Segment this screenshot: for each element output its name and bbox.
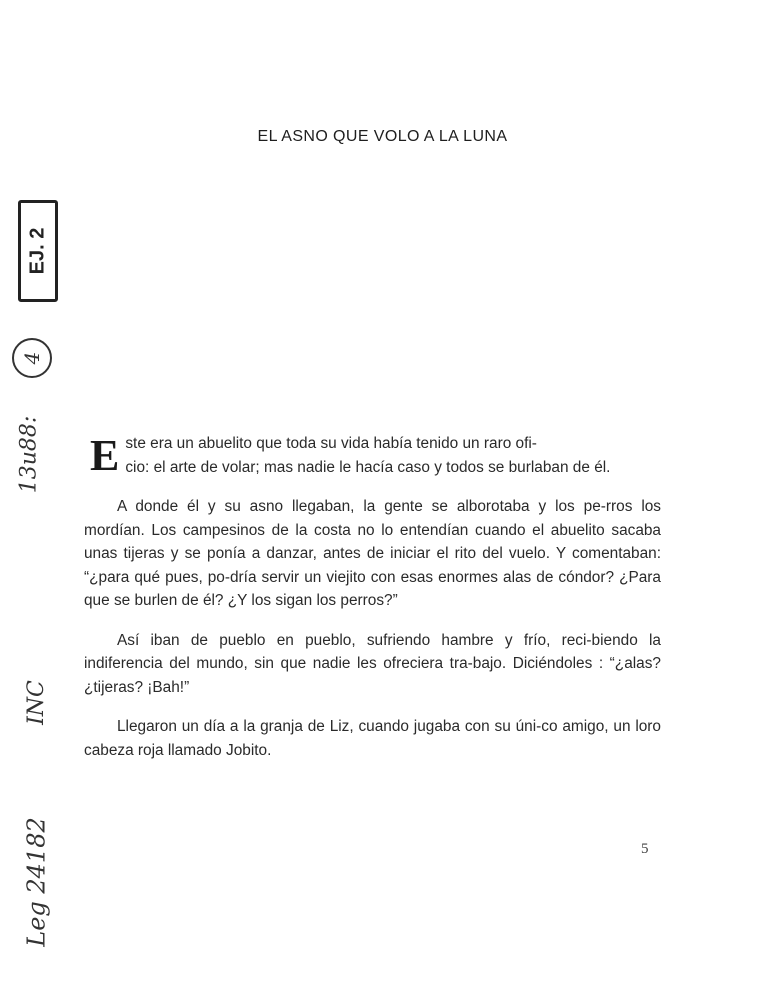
margin-reference-note: 13u88:	[16, 415, 42, 494]
library-stamp	[18, 200, 58, 302]
paragraph-1	[84, 432, 661, 479]
paragraph-2: A donde él y su asno llegaban, la gente se alborotaba y los pe-rros los mordían. Los campesinos de la costa no lo entendían cuando el abuelito sacaba unas tijeras y se ponía a danzar, antes de iniciar el rito del vuelo. Y comentaban: “¿para qué pues, po-dría servir un viejito con esas enormes alas de cóndor? ¿Para que se burlen de él? ¿Y los sigan los perros?”	[84, 498, 661, 609]
drop-cap: E	[90, 431, 120, 480]
margin-institution-note: INC	[23, 680, 49, 725]
page-title: EL ASNO QUE VOLO A LA LUNA	[257, 128, 508, 145]
stamp-label: EJ. 2	[26, 227, 49, 275]
story-body	[84, 432, 661, 778]
paragraph-1-rest: cio: el arte de volar; mas nadie le hacía caso y todos se burlaban de él.	[125, 458, 611, 476]
page-number: 5	[641, 841, 649, 857]
paragraph-3: Así iban de pueblo en pueblo, sufriendo hambre y frío, reci-biendo la indiferencia del mundo, sin que nadie les ofreciera tra-bajo. Diciéndoles : “¿alas? ¿tijeras? ¡Bah!”	[84, 631, 661, 696]
paragraph-1-first-line: ste era un abuelito que toda su vida había tenido un raro ofi-	[125, 435, 537, 452]
paragraph-4: Llegaron un día a la granja de Liz, cuando jugaba con su úni-co amigo, un loro cabeza roja llamado Jobito.	[84, 718, 661, 759]
margin-legal-deposit-note: Leg 24182	[22, 817, 51, 947]
circled-number-text: 4	[20, 351, 44, 365]
circled-margin-number	[12, 338, 52, 378]
